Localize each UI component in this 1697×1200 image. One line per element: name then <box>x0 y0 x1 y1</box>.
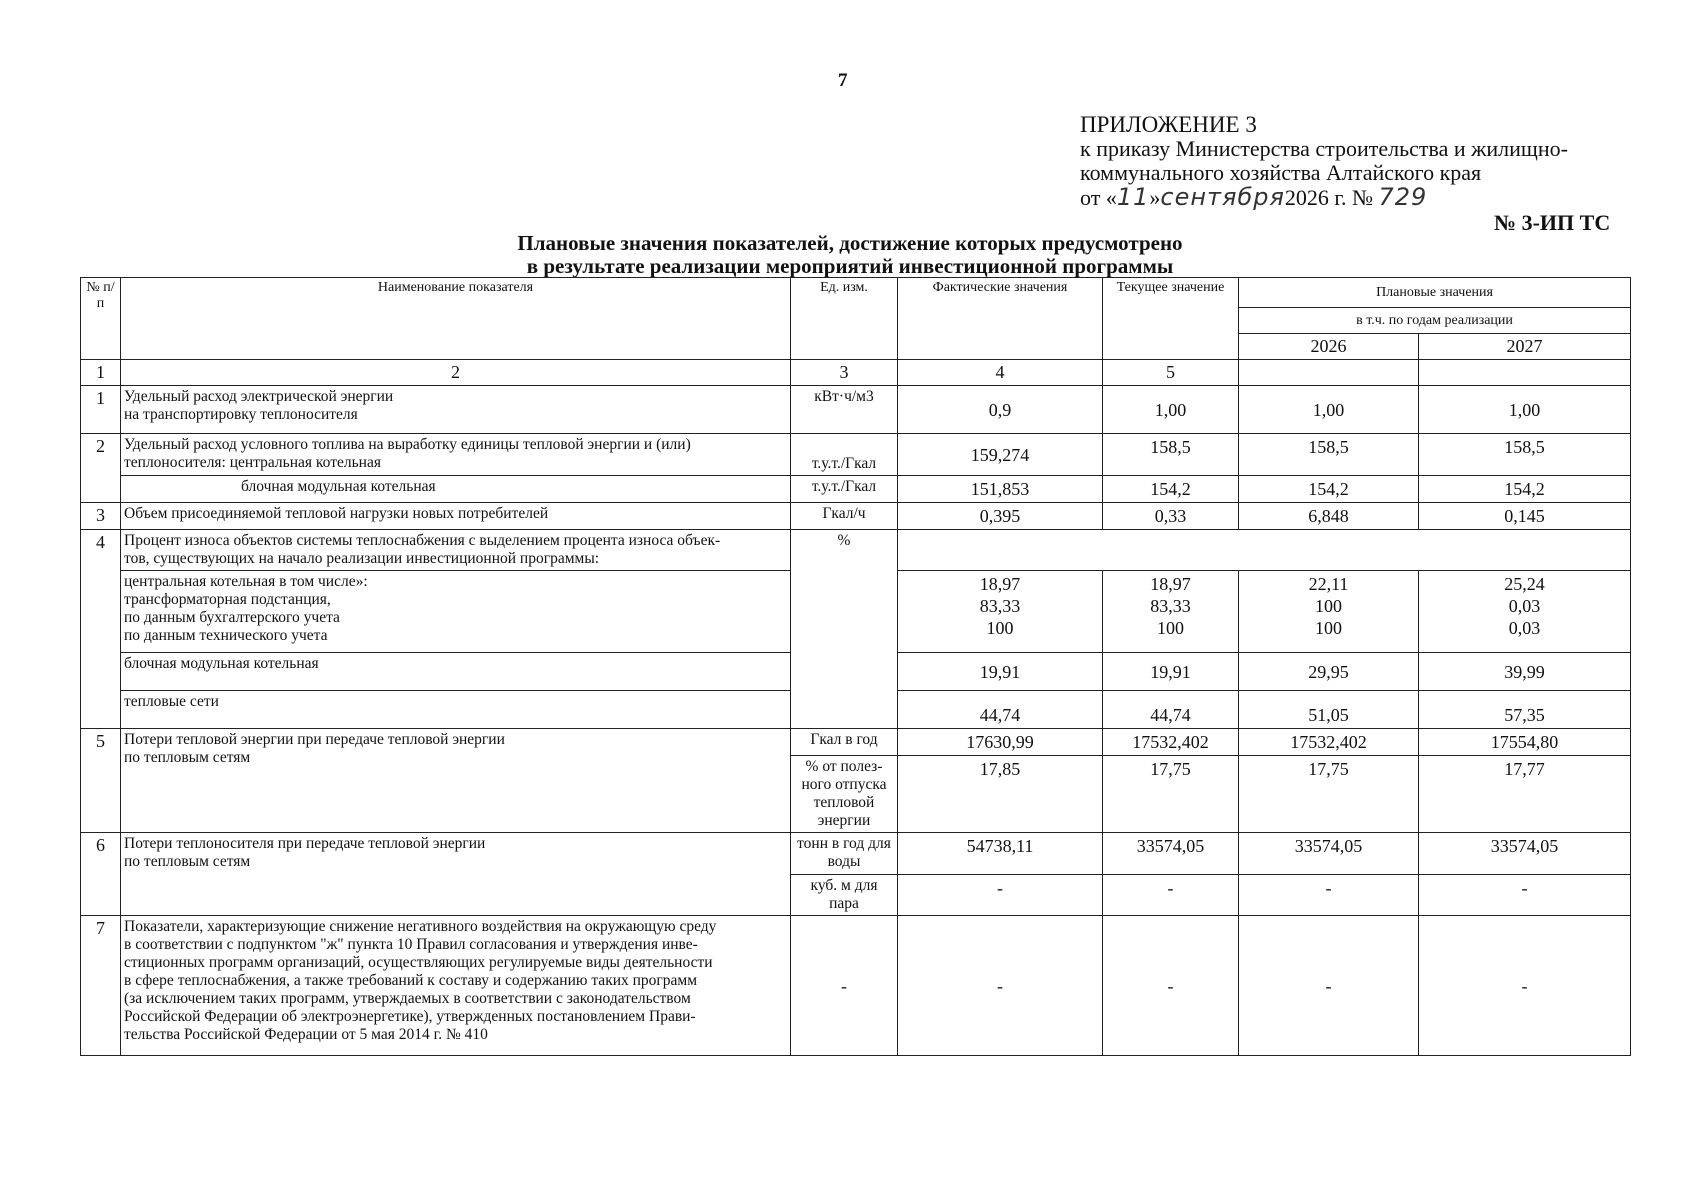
current-value: 158,5 <box>1103 434 1239 476</box>
indicator-name: Удельный расход электрической энергии на транспортировку теплоносителя <box>121 386 791 434</box>
planned-2027: 17,77 <box>1419 756 1631 833</box>
planned-2027: 158,5 <box>1419 434 1631 476</box>
planned-2027: 0,145 <box>1419 503 1631 530</box>
current-value: 17532,402 <box>1103 729 1239 756</box>
current-value: 33574,05 <box>1103 833 1239 875</box>
planned-2027: 17554,80 <box>1419 729 1631 756</box>
actual-value: 17630,99 <box>898 729 1103 756</box>
indicators-table <box>80 277 1631 1056</box>
header-year-2027: 2027 <box>1419 334 1631 360</box>
col-number-7 <box>1419 360 1631 386</box>
planned-2027: 33574,05 <box>1419 833 1631 875</box>
unit-cell: т.у.т./Гкал <box>791 434 898 476</box>
unit-cell: куб. м для пара <box>791 875 898 916</box>
planned-2026: 158,5 <box>1239 434 1419 476</box>
current-value: 44,74 <box>1103 691 1239 729</box>
indicator-name: Показатели, характеризующие снижение негативного воздействия на окружающую среду в соответствии с подпунктом "ж" пункта 10 Правил согласования и утверждения инве- стиционных программ организаций, осуществляющих регулируемые виды деятельности в сфере теплоснабжения, а также требований к составу и содержанию таких программ (за исключением таких программ, утверждаемых в соответствии с законодательством Российской Федерации об электроэнергетике), утвержденных постановлением Прави- тельства Российской Федерации от 5 мая 2014 г. № 410 <box>121 916 791 1056</box>
indicator-name: блочная модульная котельная <box>121 476 791 503</box>
row-num: 7 <box>81 916 121 1056</box>
planned-2027: - <box>1419 916 1631 1056</box>
planned-2026: - <box>1239 916 1419 1056</box>
header-current: Текущее значение <box>1103 278 1239 360</box>
unit-cell: т.у.т./Гкал <box>791 476 898 503</box>
header-num: № п/п <box>81 278 121 360</box>
actual-value: - <box>898 875 1103 916</box>
actual-value: 0,395 <box>898 503 1103 530</box>
indicator-name: центральная котельная в том числе»: трансформаторная подстанция, по данным бухгалтерского учета по данным технического учета <box>121 571 791 653</box>
current-value: - <box>1103 916 1239 1056</box>
planned-2027: 25,24 0,03 0,03 <box>1419 571 1631 653</box>
col-number-1: 1 <box>81 360 121 386</box>
col-number-3: 3 <box>791 360 898 386</box>
appendix-line1: к приказу Министерства строительства и жилищно- <box>1080 136 1568 161</box>
indicator-name: Удельный расход условного топлива на выработку единицы тепловой энергии и (или) теплоносителя: центральная котельная <box>121 434 791 476</box>
indicator-name: Потери теплоносителя при передаче тепловой энергии по тепловым сетям <box>121 833 791 916</box>
current-value: 1,00 <box>1103 386 1239 434</box>
header-planned: Плановые значения <box>1239 278 1631 308</box>
planned-2026: - <box>1239 875 1419 916</box>
unit-cell: % от полез- ного отпуска тепловой энергии <box>791 756 898 833</box>
actual-value: 54738,11 <box>898 833 1103 875</box>
unit-cell: Гкал в год <box>791 729 898 756</box>
table-row <box>81 386 1631 434</box>
current-value: 19,91 <box>1103 653 1239 691</box>
row-num: 2 <box>81 434 121 503</box>
unit-cell: % <box>791 530 898 729</box>
row-num: 3 <box>81 503 121 530</box>
planned-2026: 1,00 <box>1239 386 1419 434</box>
table-row <box>81 434 1631 476</box>
planned-2026: 22,11 100 100 <box>1239 571 1419 653</box>
col-number-6 <box>1239 360 1419 386</box>
row-num: 5 <box>81 729 121 833</box>
header-actual: Фактические значения <box>898 278 1103 360</box>
title-line1: Плановые значения показателей, достижение которых предусмотрено <box>517 231 1183 255</box>
actual-value: 151,853 <box>898 476 1103 503</box>
planned-2027: - <box>1419 875 1631 916</box>
indicator-name: блочная модульная котельная <box>121 653 791 691</box>
unit-cell: тонн в год для воды <box>791 833 898 875</box>
empty-cell <box>898 530 1631 571</box>
current-value: - <box>1103 875 1239 916</box>
planned-2026: 17532,402 <box>1239 729 1419 756</box>
table-row <box>81 503 1631 530</box>
planned-2027: 39,99 <box>1419 653 1631 691</box>
header-year-2026: 2026 <box>1239 334 1419 360</box>
col-number-4: 4 <box>898 360 1103 386</box>
date-prefix: от « <box>1080 185 1117 210</box>
indicator-name: Потери тепловой энергии при передаче тепловой энергии по тепловым сетям <box>121 729 791 833</box>
table-row <box>81 833 1631 875</box>
planned-2026: 51,05 <box>1239 691 1419 729</box>
planned-2027: 57,35 <box>1419 691 1631 729</box>
actual-value: 0,9 <box>898 386 1103 434</box>
actual-value: - <box>898 916 1103 1056</box>
title-line2: в результате реализации мероприятий инвестиционной программы <box>526 254 1174 278</box>
row-num: 6 <box>81 833 121 916</box>
planned-2026: 154,2 <box>1239 476 1419 503</box>
header-name: Наименование показателя <box>121 278 791 360</box>
planned-2027: 154,2 <box>1419 476 1631 503</box>
appendix-date-line <box>1080 185 1568 210</box>
date-year: 2026 г. № <box>1284 185 1373 210</box>
unit-cell: - <box>791 916 898 1056</box>
planned-2026: 29,95 <box>1239 653 1419 691</box>
col-number-5: 5 <box>1103 360 1239 386</box>
table-row <box>81 530 1631 571</box>
document-title <box>440 232 1260 278</box>
handwritten-month: сентября <box>1160 183 1285 211</box>
unit-cell: кВт·ч/м3 <box>791 386 898 434</box>
appendix-block <box>1080 113 1568 210</box>
planned-2026: 33574,05 <box>1239 833 1419 875</box>
col-number-2: 2 <box>121 360 791 386</box>
appendix-line2: коммунального хозяйства Алтайского края <box>1080 160 1482 185</box>
planned-2026: 17,75 <box>1239 756 1419 833</box>
current-value: 17,75 <box>1103 756 1239 833</box>
table-row <box>81 476 1631 503</box>
page-number: 7 <box>838 70 848 91</box>
current-value: 154,2 <box>1103 476 1239 503</box>
planned-2026: 6,848 <box>1239 503 1419 530</box>
header-unit: Ед. изм. <box>791 278 898 360</box>
actual-value: 18,97 83,33 100 <box>898 571 1103 653</box>
current-value: 18,97 83,33 100 <box>1103 571 1239 653</box>
date-separator: » <box>1149 185 1161 210</box>
table-row <box>81 729 1631 756</box>
actual-value: 159,274 <box>898 434 1103 476</box>
row-num: 4 <box>81 530 121 729</box>
indicator-name: тепловые сети <box>121 691 791 729</box>
handwritten-order-number: 729 <box>1378 183 1428 211</box>
unit-cell: Гкал/ч <box>791 503 898 530</box>
actual-value: 19,91 <box>898 653 1103 691</box>
table-row <box>81 916 1631 1056</box>
planned-2027: 1,00 <box>1419 386 1631 434</box>
header-by-years: в т.ч. по годам реализации <box>1239 308 1631 334</box>
row-num: 1 <box>81 386 121 434</box>
appendix-title: ПРИЛОЖЕНИЕ 3 <box>1080 112 1257 137</box>
current-value: 0,33 <box>1103 503 1239 530</box>
actual-value: 17,85 <box>898 756 1103 833</box>
handwritten-day: 11 <box>1116 183 1150 211</box>
indicator-name: Объем присоединяемой тепловой нагрузки новых потребителей <box>121 503 791 530</box>
form-number: № 3-ИП ТС <box>1494 210 1611 235</box>
actual-value: 44,74 <box>898 691 1103 729</box>
indicator-name: Процент износа объектов системы теплоснабжения с выделением процента износа объек- тов, существующих на начало реализации инвестиционной программы: <box>121 530 791 571</box>
